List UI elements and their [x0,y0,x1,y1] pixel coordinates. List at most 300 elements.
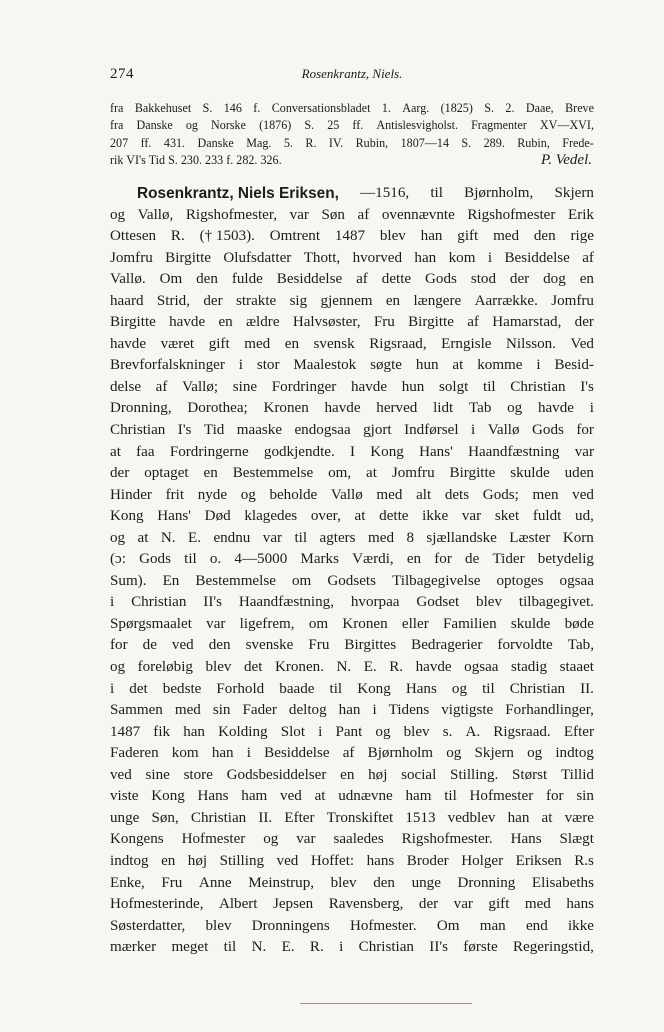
word: godkjendte. [263,443,335,460]
word: i [471,422,476,439]
word: den [208,637,231,654]
word: ved [572,486,594,503]
word: en [203,465,218,482]
word: skulde [510,615,551,632]
word: Forhold [216,680,265,697]
word: var [574,443,594,460]
word: N. [160,529,176,546]
word: Gods [425,271,457,288]
word: der [110,465,130,482]
word: der [203,292,223,309]
word: det [243,659,263,676]
word: over, [310,508,341,525]
word: Søsterdatter, [110,917,186,934]
word: A. [465,723,481,740]
word: Rubin, [355,135,389,150]
word: Dronning [457,874,516,891]
word: fra [110,118,124,133]
word: havde [537,400,574,417]
word: solgt [438,378,469,395]
word: Halvsøster, [292,314,361,331]
word: Haandfæstning, [238,594,334,611]
word: om [291,572,312,589]
word: Birgitte [110,314,156,331]
word: med [368,529,394,546]
word: Regeringstid, [512,939,594,956]
word: Godsbesiddelser [226,766,327,783]
article-line [110,269,594,291]
word: ældre [245,314,280,331]
word: og [451,680,467,697]
word: frit [165,486,185,503]
word: haard [110,292,144,309]
word: unge [411,874,441,891]
word: komme [477,357,523,374]
word: Om [436,917,460,934]
word: Sammen [110,702,163,719]
word: —1516, [360,185,410,201]
word: Bestemmelse [195,572,276,589]
word: Efter [284,809,315,826]
article-line [110,226,594,248]
article-line [110,700,594,722]
word: og [446,745,462,762]
word: end [525,917,548,934]
word: søgte [370,357,402,374]
word: staaet [559,659,594,676]
word: udnævne [338,788,393,805]
word: der [574,314,594,331]
word: Danske [197,135,234,150]
word: 4—5000 [234,551,288,568]
word: skulde [510,465,550,482]
word: dets [444,486,470,503]
word: Sum). [110,572,147,589]
word: han [211,745,234,762]
word: i [318,723,323,740]
word: til [223,939,237,956]
word: II's [429,939,448,956]
word: 146 [223,101,242,115]
word: i [536,357,541,374]
word: Erngisle [441,335,492,352]
word: Bjørnholm [367,745,434,762]
word: været [160,335,195,352]
word: Birgitte [449,465,496,482]
word: S. [304,118,315,133]
word: betydelig [537,551,594,568]
word: saaledes [333,831,384,848]
word: Stilling [219,852,265,869]
word: alt [416,486,432,503]
word: Birgitte [165,249,211,266]
word: 2. [505,101,515,115]
word: Skjern [554,185,594,201]
word: R. [305,135,317,150]
word: S. [461,135,472,150]
word: Marks [300,551,339,568]
word: Søn, [151,809,179,826]
word: nyde [197,486,228,503]
word: ham [241,788,268,805]
word: svenske [245,637,294,654]
word: o. [209,551,222,568]
word: Christian [358,939,414,956]
word: I's [177,422,192,439]
article-line [110,398,594,420]
word: dog [543,271,566,288]
word: fulde [231,271,263,288]
article-line [110,743,594,765]
word: Hans [197,788,229,805]
word: Faderen [110,745,159,762]
word: Vallø [487,422,520,439]
word: for [110,637,128,654]
word: stadig [511,659,548,676]
word: han [183,723,205,740]
word: Broder [406,852,449,869]
word: Rigsraad, [369,335,427,352]
word: og [240,486,256,503]
headword: Rosenkrantz, Niels Eriksen, [137,185,339,202]
word: optoges [496,572,544,589]
article-line [110,635,594,657]
word: Birgittes [344,637,397,654]
word: gift [457,228,479,245]
word: Aarg. [402,101,430,115]
word: høj [187,852,208,869]
word: var [461,508,482,525]
word: og [110,529,126,546]
word: fra [110,101,124,115]
article-body [110,183,594,959]
word: Kong [370,443,404,460]
word: Hamarstad, [492,314,562,331]
word: med [376,486,403,503]
word: de [142,637,157,654]
word: havde [169,314,206,331]
word: til [430,185,443,201]
word: og [263,831,279,848]
word: i [589,400,594,417]
word: Frede- [562,135,594,150]
word: Besiddelse [276,271,343,288]
word: med [174,702,201,719]
word: Maalestok [293,357,357,374]
word: til [294,529,308,546]
word: kom [171,745,199,762]
word: Fordringerne [169,443,249,460]
word: 1. [381,101,391,115]
word: Omtrent [269,228,321,245]
word: en [340,766,355,783]
word: indtog [110,852,149,869]
word: Pant [335,723,363,740]
word: Thott, [303,249,341,266]
word: ff. [352,118,364,133]
word: Fru [308,637,330,654]
word: Nilsson. [506,335,556,352]
word: med [524,896,551,913]
word: sin [576,788,594,805]
word: Kronen [342,615,388,632]
article-line [110,420,594,442]
word: høj [368,766,388,783]
word: kom [448,249,476,266]
article-line [110,183,594,205]
article-line [110,808,594,830]
word: Stilling. [450,766,499,783]
word: ved [276,852,299,869]
word: Besiddelse [264,745,330,762]
word: agters [319,529,356,546]
word: endnu [213,529,251,546]
word: 1487 [334,228,366,245]
word: Erik [567,206,594,223]
word: de [465,551,480,568]
word: E. [363,659,377,676]
word: Conversationsbladet [271,101,371,115]
word: social [401,766,437,783]
article-line [110,334,594,356]
word: Elisabeths [531,874,594,891]
article-line [110,722,594,744]
word: Eriksen [515,852,562,869]
word: IV. [328,135,344,150]
word: Bakkehuset [134,101,192,115]
word: XV—XVI, [539,118,594,133]
article-line [110,205,594,227]
bib-line [110,100,594,117]
word: Tillid [560,766,594,783]
word: eller [401,615,429,632]
word: Værdi, [352,551,394,568]
word: og [507,400,523,417]
word: Kronen [263,400,309,417]
word: s. [442,723,453,740]
word: hvorved [352,249,403,266]
word: Kronen. [274,659,324,676]
word: hvorpaa [350,594,400,611]
word: han [420,228,443,245]
word: var [296,831,316,848]
word: 1513 [405,809,436,826]
article-author: P. Vedel. [541,151,592,168]
word: unge [110,809,140,826]
article-line [110,786,594,808]
word: 289. [483,135,505,150]
article-line [110,377,594,399]
word: meget [171,939,209,956]
article-line [110,312,594,334]
word: II. [258,809,273,826]
word: til [483,378,496,395]
article-line [110,355,594,377]
word: ved [280,788,302,805]
word: bøde [564,615,594,632]
word: († 1503). [199,228,255,245]
word: Tider [492,551,525,568]
word: man [479,917,506,934]
word: en [406,551,422,568]
word: Brevforfalskninger [110,357,225,374]
word: Fru [161,874,183,891]
word: baade [279,680,315,697]
word: Kolding [218,723,268,740]
word: den [533,228,556,245]
word: maaske [236,422,283,439]
word: Om [159,271,183,288]
word: 5. [283,135,293,150]
word: Dronningens [251,917,330,934]
word: Efter [563,723,594,740]
article-line [110,592,594,614]
word: en [161,852,176,869]
word: i [339,939,344,956]
article-line [110,442,594,464]
bib-line [110,135,594,152]
word: dette [379,508,409,525]
word: Godset [416,594,460,611]
word: deltog [288,702,327,719]
word: vedblev [447,809,496,826]
word: og [375,723,391,740]
word: i [110,594,115,611]
word: og [185,118,198,133]
article-line [110,506,594,528]
word: Jepsen [272,896,314,913]
word: ham [405,788,432,805]
word: 207 [110,135,129,150]
word: af [356,271,368,288]
word: var [453,896,473,913]
word: med [244,335,271,352]
word: dette [381,271,412,288]
word: Hans [510,831,542,848]
word: ved [171,637,194,654]
word: og [527,745,543,762]
word: tilbagegivet. [518,594,594,611]
word: Enke, [110,874,145,891]
word: Besiddelse [504,249,570,266]
word: Christian [110,422,166,439]
word: med [493,228,520,245]
bib-line [110,117,594,134]
word: Rigsraad. [493,723,551,740]
word: herved [376,400,418,417]
word: første [463,939,498,956]
word: Bestemmelse [232,465,314,482]
word: længere [413,292,462,309]
word: sin [212,702,231,719]
word: Vallø, [137,206,174,223]
word: fuldt [532,508,562,525]
word: hans [366,852,395,869]
word: (1876) [259,118,292,133]
article-line [110,528,594,550]
word: Tilbagegivelse [392,572,481,589]
word: Aarrække. [474,292,538,309]
word: svensk [313,335,355,352]
word: at [452,357,464,374]
word: Hofmester. [349,917,417,934]
word: 1807—14 [400,135,449,150]
word: (1825) [440,101,473,115]
word: f. [253,101,261,115]
word: N. [336,659,352,676]
word: Kong [357,680,391,697]
word: det [129,680,148,697]
word: havde [350,378,388,395]
word: for [545,788,564,805]
word: Indførsel [404,422,459,439]
word: sine [145,766,170,783]
word: ovennævnte [381,206,455,223]
word: Hofmesterinde, [110,896,204,913]
word: han [507,809,530,826]
word: Vallø; [182,378,219,395]
article-line [110,248,594,270]
word: Breve [565,101,594,115]
word: Strid, [156,292,191,309]
word: En [162,572,180,589]
word: R. [309,939,324,956]
word: Tab, [567,637,594,654]
word: at [110,443,121,460]
word: en [218,314,233,331]
word: beholde [269,486,318,503]
word: ved [110,766,132,783]
word: N. [251,939,267,956]
article-line [110,291,594,313]
word: Familien [442,615,497,632]
article-line [110,549,594,571]
word: klagedes [244,508,298,525]
word: Haandfæstning [468,443,560,460]
article-line [110,829,594,851]
article-line [110,463,594,485]
word: Korn [562,529,594,546]
word: Fragmenter [471,118,527,133]
word: Kong [110,508,144,525]
word: Rubin, [517,135,550,150]
word: af [357,206,370,223]
word: Anne [198,874,232,891]
word: Ottesen [110,228,157,245]
word: S. [484,101,495,115]
word: Birgitte [408,314,454,331]
word: men [532,486,559,503]
word: R. [170,228,185,245]
word: I's [580,378,594,395]
word: ligefrem, [239,615,295,632]
word: (ɔ: [110,551,126,568]
word: II's [203,594,222,611]
word: faa [136,443,155,460]
word: Holger [461,852,504,869]
word: Christian [510,378,566,395]
word: Rigshofmester, [185,206,278,223]
word: at [137,529,149,546]
word: endogsaa [294,422,351,439]
word: R. [389,659,404,676]
word: Fader [242,702,277,719]
word: Hoffet: [310,852,355,869]
word: 8 [406,529,414,546]
word: Kong [151,788,185,805]
word: af [467,314,479,331]
word: af [582,249,594,266]
